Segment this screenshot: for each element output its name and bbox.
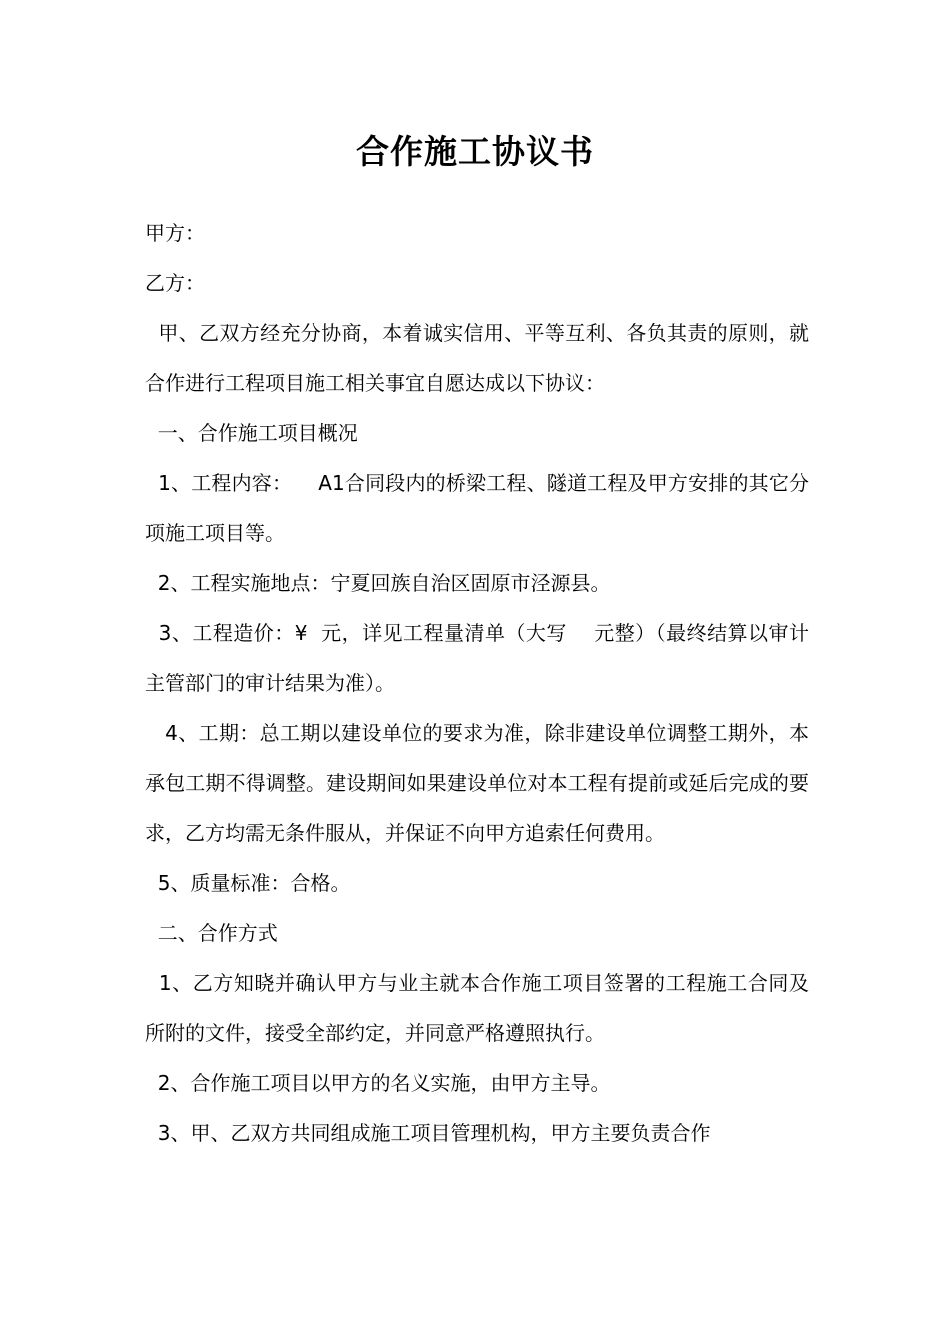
intro-paragraph: 甲、乙双方经充分协商，本着诚实信用、平等互利、各负其责的原则，就合作进行工程项目施工相关事宜自愿达成以下协议： — [145, 321, 810, 395]
clause-2-2: 2、合作施工项目以甲方的名义实施，由甲方主导。 — [145, 1071, 611, 1095]
clause-1-1: 1、工程内容： A1合同段内的桥梁工程、隧道工程及甲方安排的其它分项施工项目等。 — [145, 471, 809, 545]
section-heading-2: 二、合作方式 — [145, 921, 278, 945]
document-body — [145, 208, 809, 1158]
section-heading-1: 一、合作施工项目概况 — [145, 421, 358, 445]
document-title: 合作施工协议书 — [356, 132, 594, 171]
party-a-line: 甲方： — [145, 221, 205, 245]
clause-1-2: 2、工程实施地点：宁夏回族自治区固原市泾源县。 — [145, 571, 611, 595]
clause-1-5: 5、质量标准：合格。 — [145, 871, 351, 895]
party-b-line: 乙方： — [145, 271, 205, 295]
clause-2-3: 3、甲、乙双方共同组成施工项目管理机构，甲方主要负责合作 — [145, 1121, 711, 1145]
clause-1-4: 4、工期：总工期以建设单位的要求为准，除非建设单位调整工期外，本承包工期不得调整。建设期间如果建设单位对本工程有提前或延后完成的要求，乙方均需无条件服从，并保证不向甲方追索任何费用。 — [145, 721, 809, 845]
clause-1-3: 3、工程造价：¥ 元，详见工程量清单（大写 元整）（最终结算以审计主管部门的审计结果为准）。 — [145, 621, 809, 695]
clause-2-1: 1、乙方知晓并确认甲方与业主就本合作施工项目签署的工程施工合同及所附的文件，接受全部约定，并同意严格遵照执行。 — [145, 971, 809, 1045]
